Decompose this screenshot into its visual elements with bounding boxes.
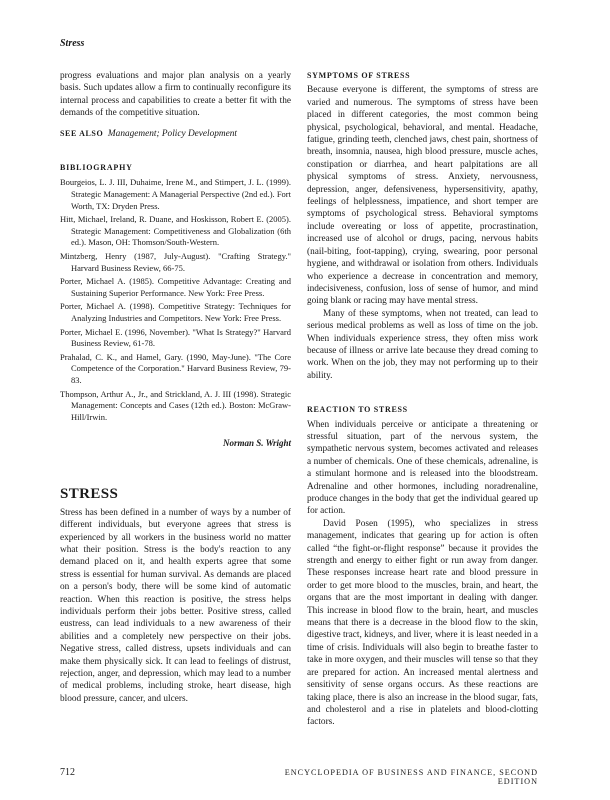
bibliography-entry: Mintzberg, Henry (1987, July-August). "Crafting Strategy." Harvard Business Review, 66-75. (60, 251, 291, 273)
symptoms-paragraph-2: Many of these symptoms, when not treated, can lead to serious medical problems as well as loss of time on the job. When individuals experience stress, they often miss work because of illness or arrive late because they dread coming to work. When on the job, they may not performing up to their ability. (307, 308, 538, 381)
symptoms-heading: SYMPTOMS OF STRESS (307, 71, 411, 80)
reaction-heading: REACTION TO STRESS (307, 405, 408, 415)
bibliography-entry: Porter, Michael A. (1985). Competitive Advantage: Creating and Sustaining Superior Performance. New York: Free Press. (60, 276, 291, 298)
author-signature: Norman S. Wright (223, 438, 291, 449)
right-column (307, 70, 538, 729)
article-intro: Stress has been defined in a number of ways by a number of different individuals, but everyone agrees that stress is experienced by all workers in the business world no matter what their position. Stress is the body's reaction to any demand placed on it, and health experts agree that some stress is essential for human survival. As demands are placed on a person's body, there will be some kind of automatic reaction. When this reaction is positive, the stress helps individuals perform their jobs better. Positive stress, called eustress, can lead individuals to a new awareness of their abilities and a completely new perspective on their jobs. Negative stress, called distress, upsets individuals and can make them physically sick. It can lead to feelings of distrust, rejection, anger, and depression, which may lead to a number of medical problems, including stroke, heart disease, high blood pressure, cancer, and ulcers. (60, 507, 291, 704)
publication-title: ENCYCLOPEDIA OF BUSINESS AND FINANCE, SECOND EDITION (284, 768, 538, 786)
left-column (60, 70, 291, 705)
page-number: 712 (60, 767, 75, 778)
bibliography-entry: Porter, Michael E. (1996, November). "What Is Strategy?" Harvard Business Review, 61-78. (60, 326, 291, 349)
symptoms-paragraph-1: Because everyone is different, the symptoms of stress are varied and numerous. The symptoms of stress have been placed in different categories, the most common being physical, psychological, behavioral, and mental. Headache, fatigue, grinding teeth, clenched jaws, chest pain, shortness of breath, insomnia, nausea, high blood pressure, muscle aches, constipation or diarrhea, and heart palpitations are all physical symptoms of stress. Anxiety, nervousness, depression, anger, defensiveness, hypersensitivity, apathy, feelings of helplessness, impatience, and short temper are symptoms of psychological stress. Behavioral symptoms include overeating or loss of appetite, procrastination, increased use of alcohol or drugs, pacing, nervous habits (nail-biting, foot-tapping), crying, swearing, poor personal hygiene, and withdrawal or isolation from others. Individuals who experience a decrease in concentration and memory, indecisiveness, confusion, loss of sense of humor, and mind going blank or racing may have mental stress. (307, 85, 538, 307)
see-also (60, 128, 291, 140)
continued-paragraph: progress evaluations and major plan analysis on a yearly basis. Such updates allow a firm to continually reconfigure its internal process and capabilities to create a better fit with the demands of the competitive situation. (60, 71, 291, 119)
see-also-label: SEE ALSO (60, 128, 104, 138)
article-title: STRESS (60, 485, 119, 502)
bibliography-entry: Bourgeios, L. J. III, Duhaime, Irene M., and Stimpert, J. L. (1999). Strategic Management: A Managerial Perspective (2nd ed.). Fort Worth, TX: Dryden Press. (60, 177, 291, 211)
bibliography-list (60, 177, 291, 423)
bibliography-heading: BIBLIOGRAPHY (60, 163, 133, 173)
reaction-paragraph-2: David Posen (1995), who specializes in stress management, indicates that gearing up for action is often called “the fight-or-flight response” because it provides the strength and energy to either fight or run away from danger. These responses increase heart rate and blood pressure in order to get more blood to the muscles, brain, and heart, the organs that are the most important in dealing with danger. This increase in blood flow to the brain, heart, and muscles means that there is a decrease in the blood flow to the skin, digestive tract, kidneys, and liver, where it is least needed in a time of crisis. Individuals will also begin to breathe faster to take in more oxygen, and their muscles will tense so that they are prepared for action. An increased mental alertness and sensitivity of sense organs occurs. As these reactions are taking place, there is also an increase in the blood sugar, fats, and cholesterol and a rise in platelets and blood-clotting factors. (307, 518, 538, 728)
see-also-links: Management; Policy Development (107, 128, 237, 139)
bibliography-entry: Porter, Michael A. (1998). Competitive Strategy: Techniques for Analyzing Industries and Competitors. New York: Free Press. (60, 301, 291, 323)
running-head: Stress (60, 38, 85, 49)
bibliography-entry: Thompson, Arthur A., Jr., and Strickland, A. J. III (1998). Strategic Management: Concepts and Cases (12th ed.). Boston: McGraw-Hill/Irwin. (60, 388, 291, 422)
bibliography-entry: Prahalad, C. K., and Hamel, Gary. (1990, May-June). "The Core Competence of the Corporation." Harvard Business Review, 79-83. (60, 351, 291, 385)
reaction-paragraph-1: When individuals perceive or anticipate a threatening or stressful situation, part of the nervous system, the sympathetic nervous system, becomes activated and releases a number of chemicals. One of these chemicals, adrenaline, is a stimulant hormone and is released into the bloodstream. Adrenaline and other hormones, including noradrenaline, produce changes in the body that get the individual geared up for action. (307, 419, 538, 517)
bibliography-entry: Hitt, Michael, Ireland, R. Duane, and Hoskisson, Robert E. (2005). Strategic Management: Competitiveness and Globalization (6th ed.). Mason, OH: Thomson/South-Western. (60, 214, 291, 248)
